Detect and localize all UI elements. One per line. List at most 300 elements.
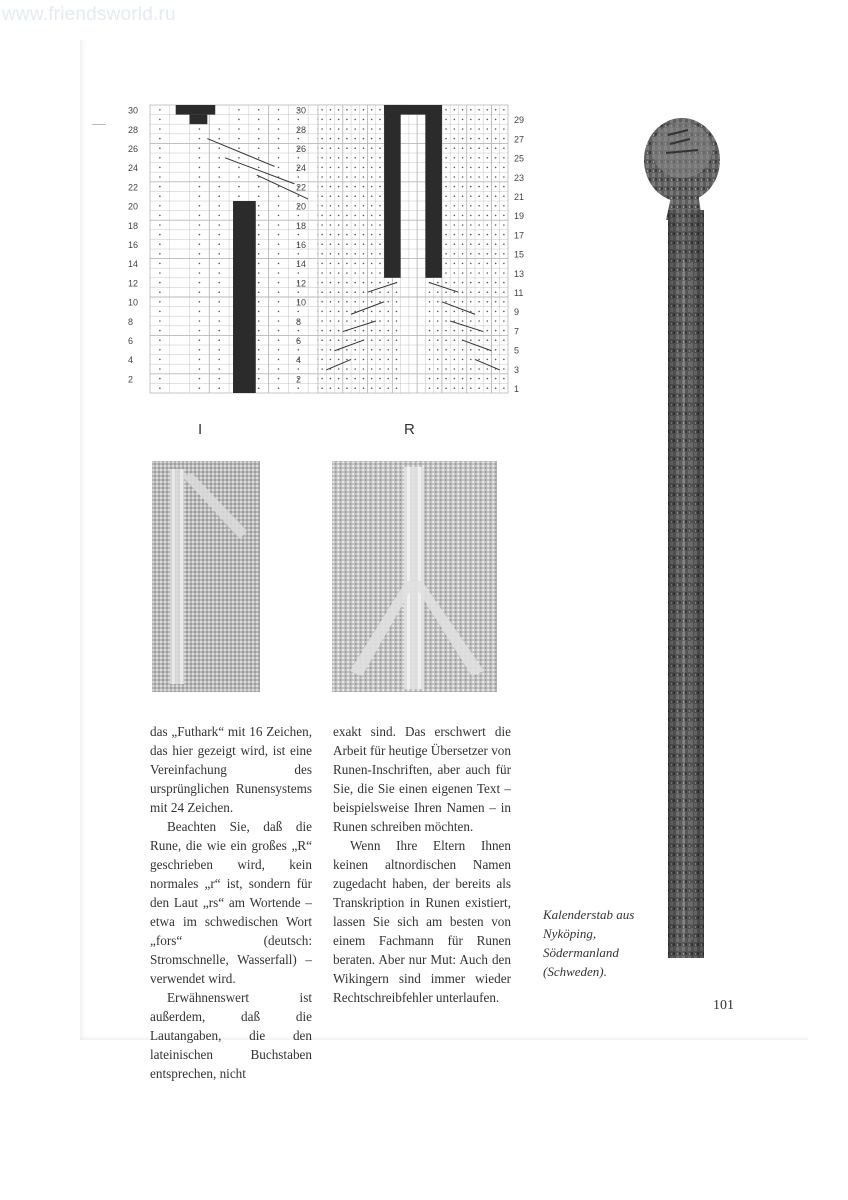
purl-dot bbox=[199, 157, 201, 159]
row-number-left: 26 bbox=[128, 144, 139, 154]
purl-dot bbox=[218, 215, 220, 217]
purl-dot bbox=[445, 176, 447, 178]
purl-dot bbox=[478, 215, 480, 217]
row-number-left: 18 bbox=[296, 220, 307, 231]
purl-dot bbox=[470, 186, 472, 188]
row-number-left: 6 bbox=[128, 336, 134, 346]
purl-dot bbox=[321, 138, 323, 140]
purl-dot bbox=[379, 282, 381, 284]
purl-dot bbox=[445, 378, 447, 380]
purl-dot bbox=[470, 157, 472, 159]
purl-dot bbox=[159, 167, 161, 169]
purl-dot bbox=[503, 349, 505, 351]
purl-dot bbox=[371, 359, 373, 361]
purl-dot bbox=[330, 378, 332, 380]
purl-dot bbox=[462, 147, 464, 149]
purl-dot bbox=[330, 224, 332, 226]
purl-dot bbox=[478, 176, 480, 178]
purl-dot bbox=[330, 282, 332, 284]
row-number-left: 30 bbox=[128, 105, 139, 116]
purl-dot bbox=[445, 387, 447, 389]
purl-dot bbox=[445, 291, 447, 293]
purl-dot bbox=[371, 291, 373, 293]
purl-dot bbox=[199, 186, 201, 188]
purl-dot bbox=[159, 301, 161, 303]
row-number-right: 3 bbox=[514, 364, 520, 375]
purl-dot bbox=[379, 378, 381, 380]
purl-dot bbox=[321, 128, 323, 130]
purl-dot bbox=[371, 349, 373, 351]
purl-dot bbox=[338, 387, 340, 389]
purl-dot bbox=[354, 311, 356, 313]
purl-dot bbox=[278, 138, 280, 140]
purl-dot bbox=[487, 128, 489, 130]
purl-dot bbox=[199, 330, 201, 332]
purl-dot bbox=[387, 349, 389, 351]
row-number-left: 8 bbox=[296, 316, 302, 327]
purl-dot bbox=[278, 205, 280, 207]
purl-dot bbox=[346, 215, 348, 217]
purl-dot bbox=[503, 253, 505, 255]
purl-dot bbox=[454, 291, 456, 293]
row-number-right: 19 bbox=[514, 211, 525, 222]
purl-dot bbox=[396, 291, 398, 293]
purl-dot bbox=[354, 138, 356, 140]
purl-dot bbox=[495, 291, 497, 293]
purl-dot bbox=[363, 215, 365, 217]
purl-dot bbox=[445, 301, 447, 303]
purl-dot bbox=[478, 272, 480, 274]
purl-dot bbox=[429, 378, 431, 380]
purl-dot bbox=[238, 109, 240, 111]
purl-dot bbox=[321, 272, 323, 274]
row-number-left: 14 bbox=[296, 259, 307, 270]
purl-dot bbox=[258, 263, 260, 265]
purl-dot bbox=[429, 330, 431, 332]
purl-dot bbox=[354, 301, 356, 303]
purl-dot bbox=[429, 387, 431, 389]
row-number-left: 12 bbox=[296, 278, 307, 289]
row-number-left: 22 bbox=[128, 182, 139, 193]
purl-dot bbox=[379, 330, 381, 332]
purl-dot bbox=[354, 205, 356, 207]
purl-dot bbox=[363, 205, 365, 207]
purl-dot bbox=[199, 147, 201, 149]
purl-dot bbox=[278, 349, 280, 351]
purl-dot bbox=[199, 387, 201, 389]
purl-dot bbox=[363, 147, 365, 149]
purl-dot bbox=[338, 301, 340, 303]
purl-dot bbox=[379, 167, 381, 169]
purl-dot bbox=[346, 176, 348, 178]
purl-dot bbox=[371, 119, 373, 121]
purl-dot bbox=[338, 263, 340, 265]
purl-dot bbox=[396, 378, 398, 380]
purl-dot bbox=[338, 224, 340, 226]
purl-dot bbox=[478, 205, 480, 207]
purl-dot bbox=[495, 224, 497, 226]
row-number-left: 28 bbox=[128, 124, 139, 135]
purl-dot bbox=[278, 195, 280, 197]
purl-dot bbox=[321, 368, 323, 370]
purl-dot bbox=[363, 195, 365, 197]
purl-dot bbox=[199, 176, 201, 178]
purl-dot bbox=[462, 205, 464, 207]
purl-dot bbox=[199, 138, 201, 140]
row-number-left: 24 bbox=[296, 163, 307, 174]
purl-dot bbox=[495, 301, 497, 303]
purl-dot bbox=[338, 215, 340, 217]
purl-dot bbox=[321, 301, 323, 303]
purl-dot bbox=[387, 282, 389, 284]
purl-dot bbox=[371, 205, 373, 207]
purl-dot bbox=[338, 320, 340, 322]
purl-dot bbox=[445, 359, 447, 361]
purl-dot bbox=[379, 243, 381, 245]
purl-dot bbox=[363, 378, 365, 380]
purl-dot bbox=[363, 311, 365, 313]
purl-dot bbox=[429, 291, 431, 293]
purl-dot bbox=[330, 359, 332, 361]
purl-dot bbox=[346, 186, 348, 188]
row-number-left: 16 bbox=[128, 240, 139, 250]
purl-dot bbox=[379, 195, 381, 197]
purl-dot bbox=[487, 378, 489, 380]
purl-dot bbox=[371, 147, 373, 149]
purl-dot bbox=[297, 157, 299, 159]
purl-dot bbox=[379, 339, 381, 341]
purl-dot bbox=[470, 282, 472, 284]
purl-dot bbox=[396, 330, 398, 332]
purl-dot bbox=[218, 311, 220, 313]
purl-dot bbox=[363, 320, 365, 322]
purl-dot bbox=[330, 138, 332, 140]
purl-dot bbox=[462, 119, 464, 121]
row-number-right: 9 bbox=[514, 307, 520, 318]
purl-dot bbox=[503, 147, 505, 149]
purl-dot bbox=[346, 349, 348, 351]
purl-dot bbox=[454, 330, 456, 332]
purl-dot bbox=[218, 272, 220, 274]
purl-dot bbox=[330, 234, 332, 236]
text-column-2 bbox=[333, 722, 511, 1007]
purl-dot bbox=[478, 234, 480, 236]
purl-dot bbox=[478, 147, 480, 149]
purl-dot bbox=[454, 243, 456, 245]
row-number-left: 10 bbox=[128, 297, 139, 308]
purl-dot bbox=[363, 282, 365, 284]
purl-dot bbox=[379, 119, 381, 121]
purl-dot bbox=[454, 282, 456, 284]
purl-dot bbox=[218, 263, 220, 265]
purl-dot bbox=[258, 359, 260, 361]
purl-dot bbox=[437, 349, 439, 351]
purl-dot bbox=[470, 138, 472, 140]
purl-dot bbox=[258, 167, 260, 169]
purl-dot bbox=[199, 349, 201, 351]
purl-dot bbox=[445, 167, 447, 169]
purl-dot bbox=[487, 368, 489, 370]
purl-dot bbox=[238, 195, 240, 197]
purl-dot bbox=[503, 138, 505, 140]
purl-dot bbox=[371, 234, 373, 236]
purl-dot bbox=[503, 205, 505, 207]
purl-dot bbox=[159, 253, 161, 255]
purl-dot bbox=[354, 387, 356, 389]
purl-dot bbox=[218, 339, 220, 341]
purl-dot bbox=[478, 349, 480, 351]
purl-dot bbox=[330, 311, 332, 313]
purl-dot bbox=[437, 339, 439, 341]
purl-dot bbox=[495, 263, 497, 265]
purl-dot bbox=[487, 224, 489, 226]
purl-dot bbox=[297, 387, 299, 389]
purl-dot bbox=[371, 138, 373, 140]
purl-dot bbox=[330, 330, 332, 332]
purl-dot bbox=[297, 272, 299, 274]
purl-dot bbox=[330, 128, 332, 130]
purl-dot bbox=[159, 195, 161, 197]
purl-dot bbox=[379, 186, 381, 188]
purl-dot bbox=[495, 387, 497, 389]
purl-dot bbox=[379, 349, 381, 351]
purl-dot bbox=[478, 109, 480, 111]
purl-dot bbox=[338, 195, 340, 197]
purl-dot bbox=[487, 234, 489, 236]
purl-dot bbox=[371, 282, 373, 284]
purl-dot bbox=[346, 368, 348, 370]
purl-dot bbox=[470, 119, 472, 121]
purl-dot bbox=[321, 263, 323, 265]
purl-dot bbox=[437, 378, 439, 380]
purl-dot bbox=[379, 128, 381, 130]
purl-dot bbox=[379, 215, 381, 217]
purl-dot bbox=[363, 119, 365, 121]
purl-dot bbox=[363, 349, 365, 351]
purl-dot bbox=[462, 378, 464, 380]
purl-dot bbox=[462, 167, 464, 169]
purl-dot bbox=[429, 301, 431, 303]
purl-dot bbox=[387, 387, 389, 389]
purl-dot bbox=[478, 138, 480, 140]
purl-dot bbox=[495, 339, 497, 341]
purl-dot bbox=[445, 157, 447, 159]
purl-dot bbox=[159, 186, 161, 188]
purl-dot bbox=[478, 301, 480, 303]
purl-dot bbox=[462, 359, 464, 361]
purl-dot bbox=[199, 368, 201, 370]
row-number-left: 26 bbox=[296, 144, 307, 154]
margin-mark bbox=[92, 124, 106, 125]
purl-dot bbox=[338, 291, 340, 293]
purl-dot bbox=[218, 253, 220, 255]
purl-dot bbox=[371, 253, 373, 255]
purl-dot bbox=[379, 311, 381, 313]
purl-dot bbox=[478, 282, 480, 284]
purl-dot bbox=[487, 387, 489, 389]
purl-dot bbox=[354, 224, 356, 226]
purl-dot bbox=[487, 243, 489, 245]
purl-dot bbox=[354, 119, 356, 121]
purl-dot bbox=[437, 330, 439, 332]
purl-dot bbox=[396, 320, 398, 322]
purl-dot bbox=[363, 138, 365, 140]
purl-dot bbox=[363, 128, 365, 130]
purl-dot bbox=[371, 224, 373, 226]
purl-dot bbox=[454, 311, 456, 313]
purl-dot bbox=[429, 320, 431, 322]
purl-dot bbox=[338, 272, 340, 274]
purl-dot bbox=[470, 368, 472, 370]
purl-dot bbox=[199, 339, 201, 341]
purl-dot bbox=[445, 263, 447, 265]
purl-dot bbox=[454, 263, 456, 265]
purl-dot bbox=[470, 311, 472, 313]
row-number-right: 11 bbox=[514, 288, 524, 298]
purl-dot bbox=[487, 282, 489, 284]
purl-dot bbox=[278, 119, 280, 121]
purl-dot bbox=[338, 282, 340, 284]
purl-dot bbox=[278, 224, 280, 226]
purl-dot bbox=[371, 128, 373, 130]
purl-dot bbox=[218, 368, 220, 370]
purl-dot bbox=[159, 109, 161, 111]
purl-dot bbox=[330, 243, 332, 245]
purl-dot bbox=[297, 311, 299, 313]
purl-dot bbox=[297, 291, 299, 293]
purl-dot bbox=[346, 359, 348, 361]
purl-dot bbox=[354, 349, 356, 351]
purl-dot bbox=[199, 234, 201, 236]
purl-dot bbox=[396, 387, 398, 389]
purl-dot bbox=[330, 157, 332, 159]
purl-dot bbox=[462, 349, 464, 351]
purl-dot bbox=[478, 157, 480, 159]
purl-dot bbox=[454, 109, 456, 111]
purl-dot bbox=[199, 215, 201, 217]
purl-dot bbox=[218, 243, 220, 245]
purl-dot bbox=[218, 291, 220, 293]
purl-dot bbox=[454, 128, 456, 130]
purl-dot bbox=[462, 195, 464, 197]
paragraph: Erwähnenswert ist außerdem, daß die Lautangaben, die den lateinischen Buchstaben entsprechen, nicht bbox=[150, 990, 312, 1081]
purl-dot bbox=[487, 215, 489, 217]
purl-dot bbox=[371, 176, 373, 178]
purl-dot bbox=[258, 109, 260, 111]
purl-dot bbox=[321, 215, 323, 217]
purl-dot bbox=[495, 215, 497, 217]
purl-dot bbox=[445, 128, 447, 130]
purl-dot bbox=[346, 234, 348, 236]
row-number-left: 2 bbox=[296, 374, 302, 385]
purl-dot bbox=[363, 359, 365, 361]
purl-dot bbox=[470, 291, 472, 293]
purl-dot bbox=[321, 224, 323, 226]
stitch-block bbox=[233, 201, 256, 393]
purl-dot bbox=[478, 359, 480, 361]
purl-dot bbox=[278, 128, 280, 130]
purl-dot bbox=[462, 234, 464, 236]
purl-dot bbox=[487, 205, 489, 207]
purl-dot bbox=[278, 147, 280, 149]
purl-dot bbox=[487, 157, 489, 159]
purl-dot bbox=[495, 253, 497, 255]
rune-label-I: I bbox=[198, 421, 203, 438]
purl-dot bbox=[278, 272, 280, 274]
purl-dot bbox=[354, 234, 356, 236]
purl-dot bbox=[495, 147, 497, 149]
purl-dot bbox=[387, 301, 389, 303]
purl-dot bbox=[396, 301, 398, 303]
purl-dot bbox=[445, 215, 447, 217]
purl-dot bbox=[487, 167, 489, 169]
purl-dot bbox=[338, 234, 340, 236]
purl-dot bbox=[338, 147, 340, 149]
purl-dot bbox=[278, 253, 280, 255]
purl-dot bbox=[363, 291, 365, 293]
purl-dot bbox=[445, 119, 447, 121]
purl-dot bbox=[258, 253, 260, 255]
purl-dot bbox=[330, 387, 332, 389]
purl-dot bbox=[159, 339, 161, 341]
purl-dot bbox=[470, 359, 472, 361]
purl-dot bbox=[478, 253, 480, 255]
row-number-right: 13 bbox=[514, 268, 525, 279]
purl-dot bbox=[321, 157, 323, 159]
purl-dot bbox=[470, 378, 472, 380]
purl-dot bbox=[371, 272, 373, 274]
purl-dot bbox=[371, 263, 373, 265]
rune-label-R: R bbox=[404, 421, 415, 438]
purl-dot bbox=[371, 195, 373, 197]
purl-dot bbox=[218, 186, 220, 188]
purl-dot bbox=[354, 167, 356, 169]
purl-dot bbox=[218, 359, 220, 361]
purl-dot bbox=[437, 320, 439, 322]
purl-dot bbox=[462, 330, 464, 332]
purl-dot bbox=[454, 378, 456, 380]
purl-dot bbox=[338, 253, 340, 255]
purl-dot bbox=[478, 378, 480, 380]
purl-dot bbox=[338, 119, 340, 121]
row-number-left: 16 bbox=[296, 240, 307, 250]
purl-dot bbox=[454, 320, 456, 322]
purl-dot bbox=[503, 195, 505, 197]
purl-dot bbox=[338, 311, 340, 313]
purl-dot bbox=[503, 157, 505, 159]
purl-dot bbox=[354, 157, 356, 159]
purl-dot bbox=[321, 119, 323, 121]
purl-dot bbox=[495, 282, 497, 284]
purl-dot bbox=[330, 215, 332, 217]
purl-dot bbox=[258, 272, 260, 274]
purl-dot bbox=[387, 378, 389, 380]
purl-dot bbox=[503, 119, 505, 121]
purl-dot bbox=[462, 128, 464, 130]
purl-dot bbox=[487, 109, 489, 111]
purl-dot bbox=[495, 320, 497, 322]
purl-dot bbox=[330, 186, 332, 188]
purl-dot bbox=[478, 368, 480, 370]
row-number-right: 5 bbox=[514, 345, 520, 356]
purl-dot bbox=[199, 253, 201, 255]
purl-dot bbox=[258, 282, 260, 284]
purl-dot bbox=[371, 167, 373, 169]
paragraph: exakt sind. Das erschwert die Arbeit für heutige Übersetzer von Runen-Inschriften, aber auch für Sie, die Sie einen eigenen Text – beispielsweise Ihren Namen – in Runen schreiben möchten. bbox=[333, 724, 511, 834]
purl-dot bbox=[503, 272, 505, 274]
purl-dot bbox=[238, 147, 240, 149]
purl-dot bbox=[470, 128, 472, 130]
